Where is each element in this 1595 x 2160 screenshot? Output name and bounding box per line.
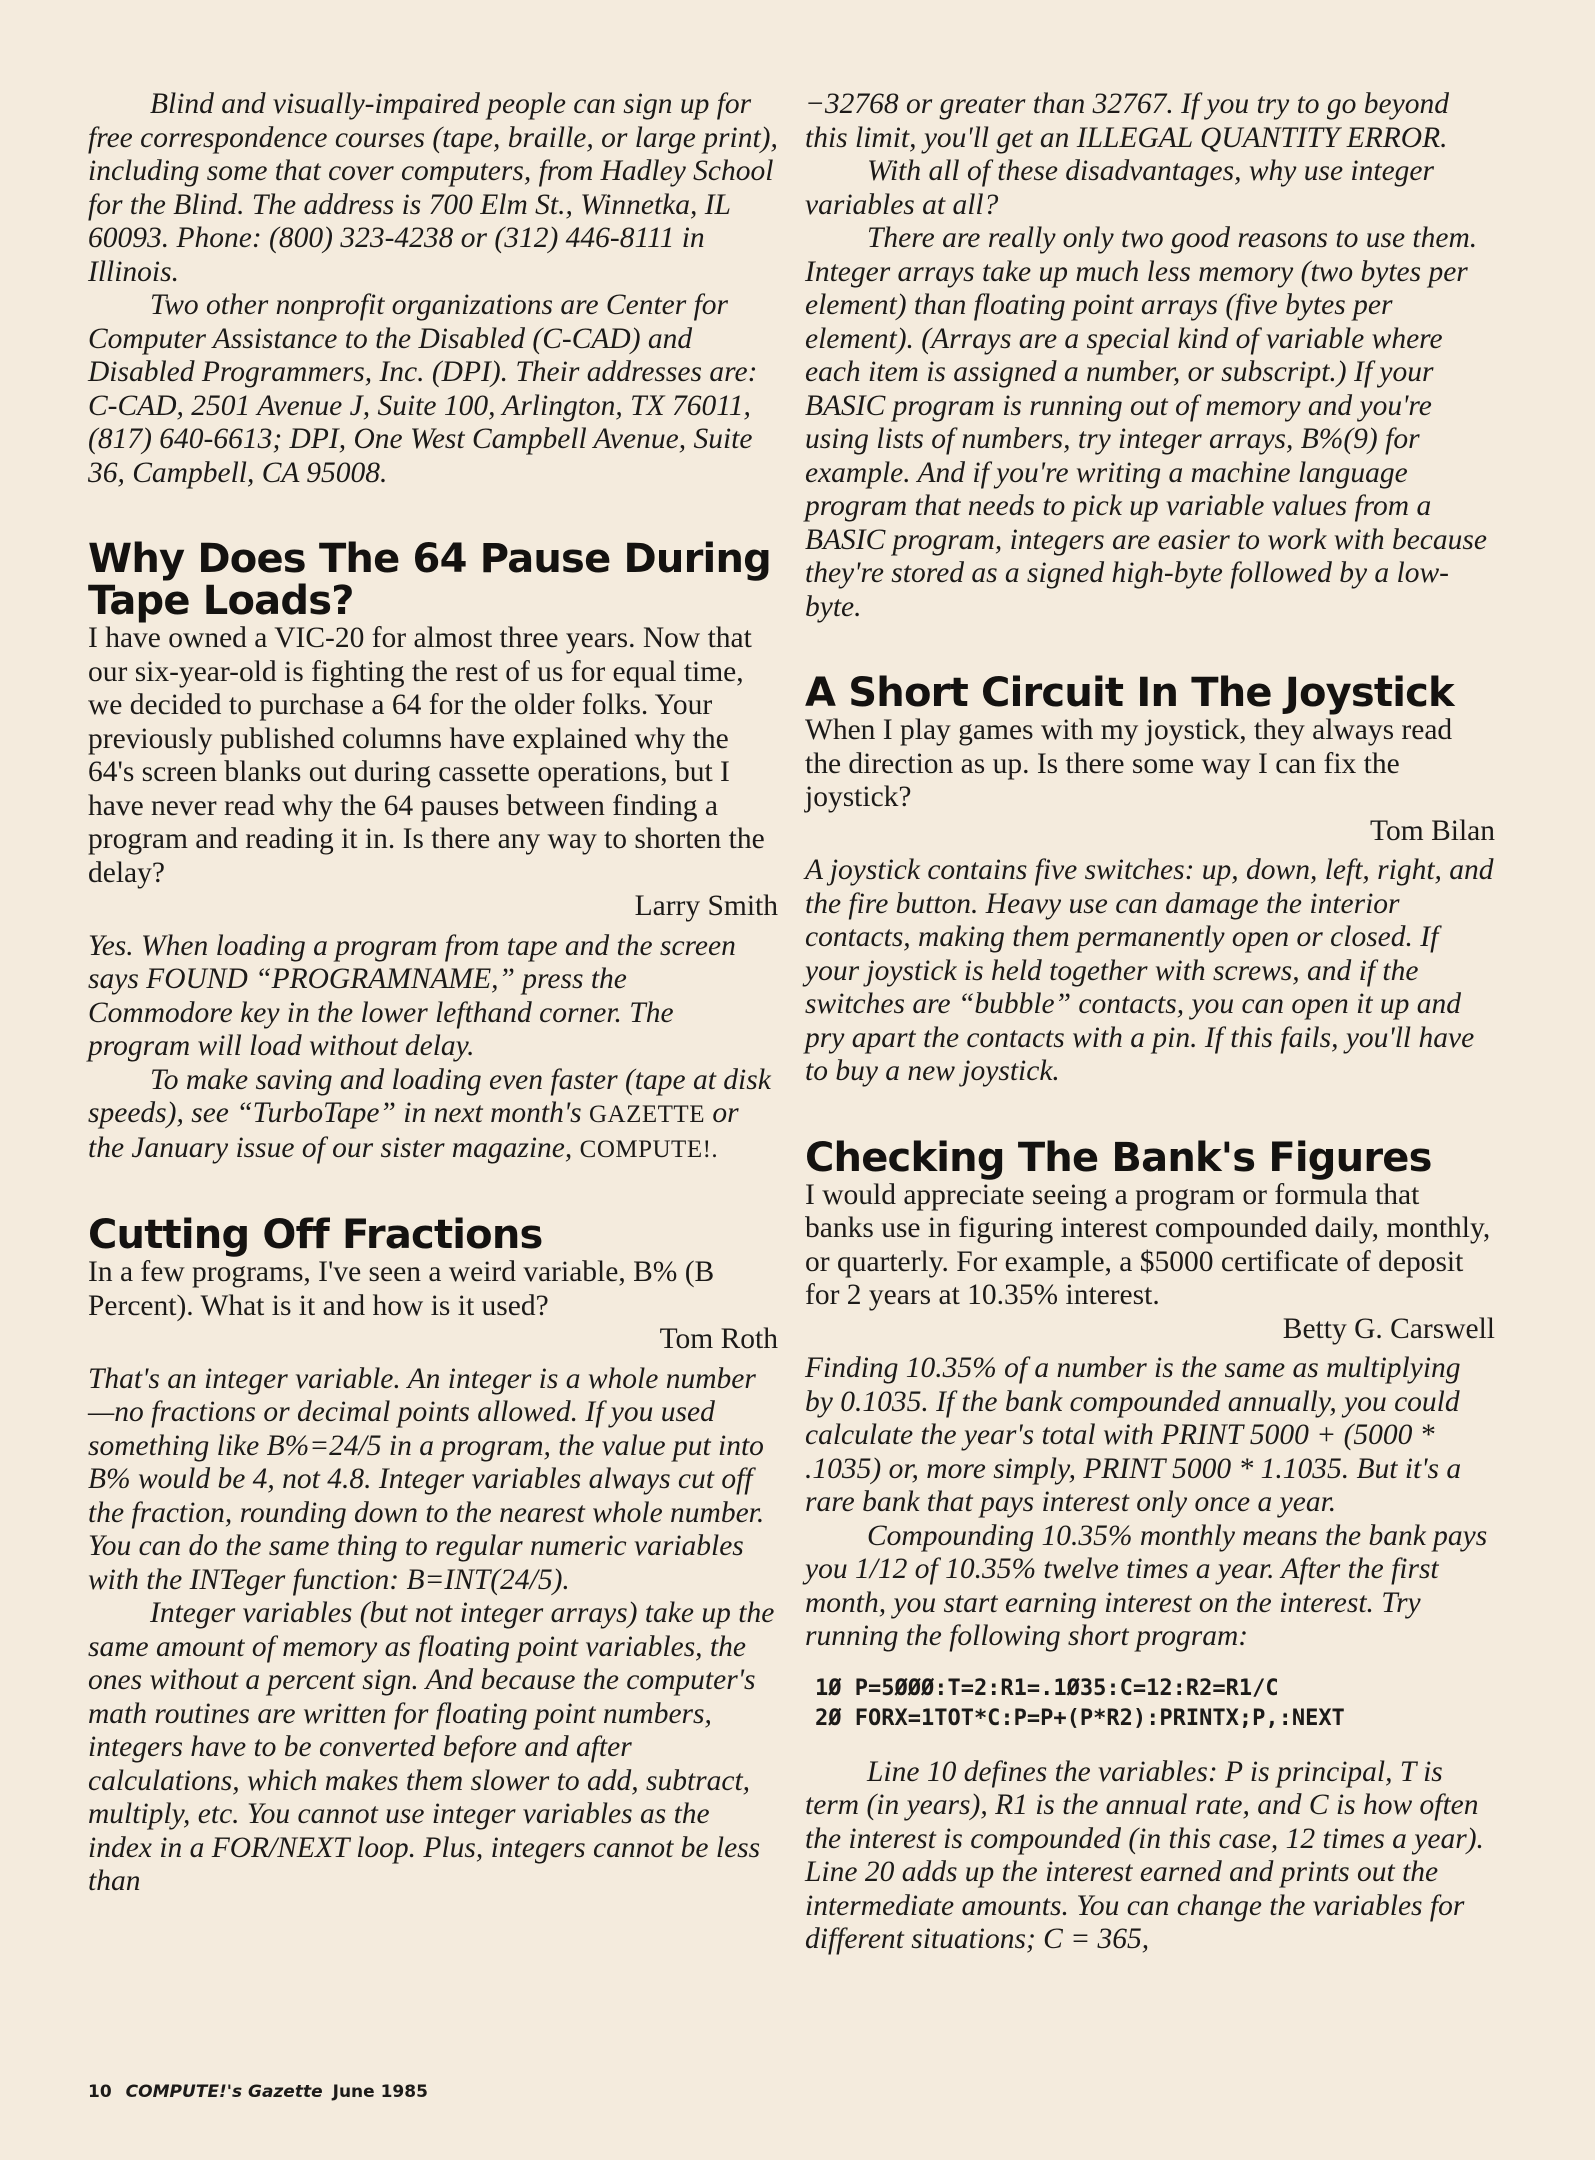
pause-letter: I have owned a VIC-20 for almost three years. Now that our six-year-old is fighting the rest of us for equal time, we decided to purchase a 64 for the older folks. Your previously published columns have explained why the 64's screen blanks out during cassette operations, but I have never read why the 64 pauses between finding a program and reading it in. Is there any way to shorten the delay?: [88, 622, 765, 889]
fractions-answer-continued: Integer variables (but not integer arrays) take up the same amount of memory as floating point variables, the ones without a percent sign. And because the computer's math routines are written for floating point numbers, integers have to be converted before and after calculations, which makes them slower to add, subtract, multiply, etc. You cannot use integer variables as the index in a FOR/NEXT loop. Plus, integers cannot be less than: [88, 1597, 775, 1897]
intro-nonprofit-paragraph: Two other nonprofit organizations are Center for Computer Assistance to the Disabled (C-CAD) and Disabled Programmers, Inc. (DPI). Their addresses are: C-CAD, 2501 Avenue J, Suite 100, Arlington, TX 76011, (817) 640-6613; DPI, One West Campbell Avenue, Suite 36, Campbell, CA 95008.: [88, 289, 758, 489]
gazette-smallcaps: GAZETTE: [589, 1101, 705, 1128]
pause-answer-turbotape: To make saving and loading even faster (tape at disk speeds), see “TurboTape” in next month's GAZETTE or the January issue of our sister magazine, COMPUTE!.: [88, 1063, 771, 1164]
fractions-answer: That's an integer variable. An integer is a whole number—no fractions or decimal points allowed. If you used something like B%=24/5 in a program, the value put into B% would be 4, not 4.8. Integer variables always cut off the fraction, rounding down to the nearest whole number. You can do the same thing to regular numeric variables with the INTeger function: B=INT(24/5).: [88, 1362, 765, 1596]
code-line: 1Ø P=5ØØØ:T=2:R1=.1Ø35:C=12:R2=R1/C: [815, 1675, 1279, 1701]
pause-heading: Why Does The 64 Pause During Tape Loads?: [88, 536, 771, 624]
compute-smallcaps: COMPUTE!.: [579, 1135, 719, 1163]
joystick-signature: Tom Bilan: [1370, 814, 1495, 847]
left-column: [88, 88, 778, 1899]
bank-heading: Checking The Bank's Figures: [805, 1134, 1432, 1181]
magazine-name: COMPUTE!'s Gazette: [125, 2082, 323, 2102]
joystick-answer: A joystick contains five switches: up, down, left, right, and the fire button. Heavy use can damage the interior contacts, making them permanently open or closed. If your joystick is held together with screws, and if the switches are “bubble” contacts, you can open it up and pry apart the contacts with a pin. If this fails, you'll have to buy a new joystick.: [805, 854, 1494, 1087]
bank-answer: Finding 10.35% of a number is the same as multiplying by 0.1035. If the bank compounded annually, you could calculate the year's total with PRINT 5000 + (5000 * .1035) or, more simply, PRINT 5000 * 1.1035. But it's a rare bank that pays interest only once a year.: [805, 1352, 1462, 1518]
basic-program-listing: [815, 1674, 1495, 1734]
code-line: 2Ø FORX=1TOT*C:P=P+(P*R2):PRINTX;P,:NEXT: [815, 1705, 1345, 1731]
bank-signature: Betty G. Carswell: [1282, 1312, 1495, 1345]
intro-hadley-paragraph: Blind and visually-impaired people can sign up for free correspondence courses (tape, braille, or large print), including some that cover computers, from Hadley School for the Blind. The address is 700 Elm St., Winnetka, IL 60093. Phone: (800) 323-4238 or (312) 446-8111 in Illinois.: [88, 88, 778, 288]
bank-answer-explanation: Line 10 defines the variables: P is principal, T is term (in years), R1 is the annual rate, and C is how often the interest is compounded (in this case, 12 times a year). Line 20 adds up the interest earned and prints out the intermediate amounts. You can change the variables for different situations; C = 365,: [805, 1755, 1484, 1955]
issue-date: June 1985: [332, 2082, 428, 2102]
integer-question-paragraph: With all of these disadvantages, why use integer variables at all?: [805, 155, 1434, 221]
fractions-signature: Tom Roth: [659, 1323, 778, 1355]
fractions-heading: Cutting Off Fractions: [88, 1212, 543, 1258]
integer-reasons-paragraph: There are really only two good reasons to use them. Integer arrays take up much less memory (two bytes per element) than floating point arrays (five bytes per element). (Arrays are a special kind of variable where each item is assigned a number, or subscript.) If your BASIC program is running out of memory and you're using lists of numbers, try integer arrays, B%(9) for example. And if you're writing a machine language program that needs to pick up variable values from a BASIC program, integers are easier to work with because they're stored as a signed high-byte followed by a low-byte.: [805, 222, 1487, 623]
page-footer: [88, 2082, 428, 2102]
pause-answer: Yes. When loading a program from tape and the screen says FOUND “PROGRAMNAME,” press the Commodore key in the lower lefthand corner. The program will load without delay.: [88, 929, 736, 1062]
fractions-letter: In a few programs, I've seen a weird variable, B% (B Percent). What is it and how is it used?: [88, 1256, 715, 1322]
integer-continued-paragraph: −32768 or greater than 32767. If you try to go beyond this limit, you'll get an ILLEGAL QUANTITY ERROR.: [805, 88, 1449, 154]
bank-letter: I would appreciate seeing a program or formula that banks use in figuring interest compounded daily, monthly, or quarterly. For example, a $5000 certificate of deposit for 2 years at 10.35% interest.: [805, 1178, 1491, 1311]
right-column: [805, 88, 1495, 1957]
page-number: 10: [88, 2082, 112, 2102]
joystick-letter: When I play games with my joystick, they always read the direction as up. Is there some way I can fix the joystick?: [805, 714, 1453, 813]
pause-signature: Larry Smith: [634, 890, 778, 922]
bank-answer-monthly: Compounding 10.35% monthly means the bank pays you 1/12 of 10.35% twelve times a year. After the first month, you start earning interest on the interest. Try running the following short program:: [805, 1519, 1488, 1652]
joystick-heading: A Short Circuit In The Joystick: [805, 670, 1454, 716]
